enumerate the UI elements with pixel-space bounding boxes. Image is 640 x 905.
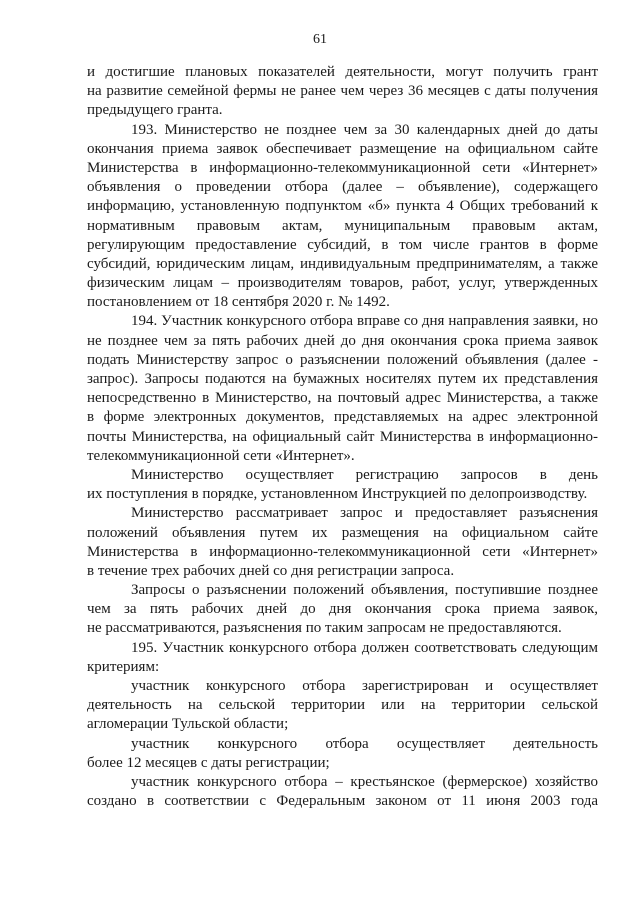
paragraph: [87, 121, 598, 313]
text-line: создано в соответствии с Федеральным законом от 11 июня 2003 года: [87, 793, 598, 810]
paragraph: [87, 677, 598, 735]
text-line: 194. Участник конкурсного отбора вправе со дня направления заявки, но: [131, 313, 598, 330]
paragraph: [87, 63, 598, 121]
text-line: физическим лицам – производителям товаров, работ, услуг, утвержденных: [87, 275, 598, 292]
paragraph: [87, 639, 598, 677]
text-line: почты Министерства, на официальный сайт Министерства в информационно-: [87, 428, 598, 445]
text-line: их поступления в порядке, установленном Инструкцией по делопроизводству.: [87, 486, 588, 503]
text-line: в течение трех рабочих дней со дня регистрации запроса.: [87, 562, 455, 579]
text-line: Запросы о разъяснении положений объявления, поступившие позднее: [131, 582, 598, 599]
page-number: 61: [313, 32, 327, 47]
text-line: постановлением от 18 сентября 2020 г. № 1492.: [87, 294, 390, 311]
document-body: [87, 63, 598, 811]
text-line: нормативным правовым актам, муниципальным правовым актам,: [87, 217, 598, 234]
text-line: 195. Участник конкурсного отбора должен соответствовать следующим: [131, 639, 598, 656]
text-line: не позднее чем за пять рабочих дней до дня окончания срока приема заявок: [87, 332, 598, 349]
text-line: запрос). Запросы подаются на бумажных носителях путем их представления: [87, 371, 598, 387]
text-line: 193. Министерство не позднее чем за 30 календарных дней до даты: [131, 121, 598, 138]
text-line: участник конкурсного отбора зарегистрирован и осуществляет: [131, 678, 598, 694]
text-line: Министерство рассматривает запрос и предоставляет разъяснения: [131, 505, 598, 522]
text-line: деятельность на сельской территории или на территории сельской: [87, 697, 598, 714]
paragraph: [87, 581, 598, 639]
paragraph: [87, 466, 598, 504]
text-line: непосредственно в Министерство, на почтовый адрес Министерства, а также: [87, 390, 598, 407]
text-line: Министерства в информационно-телекоммуникационной сети «Интернет»: [87, 543, 598, 560]
text-line: участник конкурсного отбора осуществляет деятельность: [131, 735, 598, 752]
text-line: положений объявления путем их размещения на официальном сайте: [87, 524, 598, 541]
paragraph: [87, 312, 598, 466]
text-line: подать Министерству запрос о разъяснении положений объявления (далее -: [87, 351, 598, 368]
paragraph: [87, 504, 598, 581]
text-line: чем за пять рабочих дней до дня окончания срока приема заявок,: [87, 601, 598, 618]
text-line: телекоммуникационной сети «Интернет».: [87, 447, 355, 464]
text-line: на развитие семейной фермы не ранее чем через 36 месяцев с даты получения: [87, 83, 598, 100]
text-line: регулирующим предоставление субсидий, в том числе грантов в форме: [87, 236, 598, 253]
text-line: объявления о проведении отбора (далее – объявление), содержащего: [87, 179, 598, 196]
text-line: и достигшие плановых показателей деятельности, могут получить грант: [87, 64, 598, 80]
paragraph: [87, 735, 598, 773]
text-line: субсидий, юридическим лицам, индивидуальным предпринимателям, а также: [87, 255, 598, 272]
text-line: критериям:: [87, 658, 160, 675]
text-line: агломерации Тульской области;: [87, 716, 289, 733]
text-line: окончания приема заявок обеспечивает размещение на официальном сайте: [87, 140, 598, 157]
text-line: предыдущего гранта.: [87, 102, 223, 119]
paragraph: [87, 773, 598, 811]
text-line: не рассматриваются, разъяснения по таким запросам не предоставляются.: [87, 620, 562, 637]
text-line: более 12 месяцев с даты регистрации;: [87, 754, 330, 771]
text-line: участник конкурсного отбора – крестьянское (фермерское) хозяйство: [131, 773, 598, 790]
text-line: информацию, установленную подпунктом «б» пункта 4 Общих требований к: [87, 198, 598, 215]
text-line: в форме электронных документов, представляемых на адрес электронной: [87, 409, 598, 426]
text-line: Министерства в информационно-телекоммуникационной сети «Интернет»: [87, 159, 598, 176]
text-line: Министерство осуществляет регистрацию запросов в день: [131, 466, 598, 483]
